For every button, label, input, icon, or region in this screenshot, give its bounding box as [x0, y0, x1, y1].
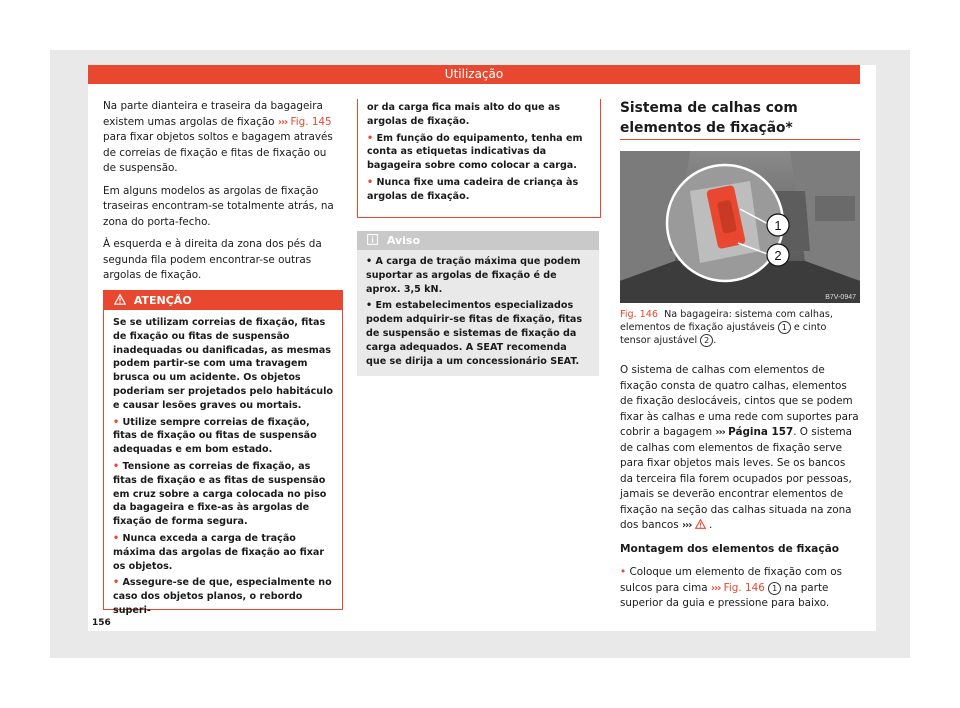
marker-1: 1	[768, 582, 781, 595]
warning-ref-icon[interactable]	[695, 519, 709, 531]
subsection-heading: Montagem dos elementos de fixação	[620, 542, 840, 555]
note-box	[357, 231, 599, 376]
section-title: Sistema de calhas com elementos de fixação*	[620, 100, 798, 136]
section-divider	[620, 139, 860, 140]
note-body	[357, 250, 599, 376]
warning-intro: Se se utilizam correias de fixação, fitas de fixação ou fitas de suspensão inadequadas ou danificadas, as mesmas podem partir-se com uma travagem brusca ou um acidente. Os objetos poderiam ser projetados pelo habitáculo e causar lesões graves ou mortais.	[113, 317, 334, 411]
warning-item: • Utilize sempre correias de fixação, fitas de fixação ou fitas de suspensão adequadas e em bom estado.	[113, 416, 317, 456]
figure-code: B7V-0947	[825, 294, 856, 301]
figure-link[interactable]: Fig. 146	[723, 581, 765, 594]
warning-item: • Nunca fixe uma cadeira de criança às argolas de fixação.	[367, 176, 579, 202]
paragraph-3: À esquerda e à direita da zona dos pés da segunda fila podem encontrar-se outras argolas de fixação.	[103, 238, 322, 281]
page-link[interactable]: Página 157	[728, 426, 794, 438]
paragraph-1: Na parte dianteira e traseira da bagageira existem umas argolas de fixação ››› Fig. 145 para fixar objetos soltos e bagagem através de correias de fixação e fitas de fixação ou de suspensão.	[103, 100, 333, 174]
page-number: 156	[92, 618, 111, 628]
callout-2: 2	[774, 248, 782, 263]
figure-caption: Fig. 146 Na bagageira: sistema com calhas, elementos de fixação ajustáveis 1 e cinto tensor ajustável 2 .	[620, 309, 833, 346]
warning-triangle-icon	[114, 294, 134, 307]
section-body	[620, 363, 860, 620]
warning-item: • Nunca exceda a carga de tração máxima das argolas de fixação ao fixar os objetos.	[113, 532, 325, 572]
callout-1: 1	[774, 218, 782, 233]
note-header: Aviso	[357, 231, 599, 250]
warning-item: • Em função do equipamento, tenha em conta as etiquetas indicativas da bagageira sobre como colocar a carga.	[367, 132, 583, 172]
info-icon	[367, 234, 387, 247]
column-1	[103, 99, 341, 291]
warning-item: • Tensione as correias de fixação, as fitas de fixação e as fitas de suspensão em cruz sobre a carga colocada no piso da bagageira e fixe-as às argolas de fixação de forma segura.	[113, 460, 327, 528]
section-paragraph: O sistema de calhas com elementos de fixação consta de quatro calhas, elementos de fixação deslocáveis, cintos que se podem fixar às calhas e uma rede com suportes para cobrir a bagagem ››› Página 157. O sistema de calhas com elementos de fixação serve para fixar objetos mais leves. Se os bancos da terceira fila forem ocupados por pessoas, jamais se deverão encontrar elementos de fixação na seção das calhas situada na zona dos bancos ››› .	[620, 364, 859, 531]
warning-box	[103, 290, 343, 616]
figure-image	[620, 151, 860, 303]
note-item: • Em estabelecimentos especializados podem adquirir-se fitas de fixação, fitas de suspensão e sistemas de fixação da carga adequados. A SEAT recomenda que se dirija a um concessionário SEAT.	[366, 300, 583, 367]
warning-item: • Assegure-se de que, especialmente no caso dos objetos planos, o rebordo superi-	[113, 577, 332, 616]
marker-1: 1	[778, 321, 791, 334]
warning-cont-body	[358, 99, 600, 213]
warning-cont-lead: or da carga fica mais alto do que as argolas de fixação.	[367, 102, 561, 127]
figure-link[interactable]: Fig. 145	[290, 115, 332, 128]
warning-box-continued	[357, 99, 601, 218]
chapter-header: Utilização	[88, 65, 860, 84]
note-item: • A carga de tração máxima que podem suportar as argolas de fixação é de aprox. 3,5 kN.	[366, 256, 581, 295]
warning-body	[104, 310, 342, 627]
paragraph-2: Em alguns modelos as argolas de fixação traseiras encontram-se totalmente atrás, na zona do porta-fecho.	[103, 184, 334, 228]
warning-header: ATENÇÃO	[104, 291, 342, 310]
trunk-rail-illustration	[620, 151, 860, 303]
marker-2: 2	[700, 334, 713, 347]
step-item: • Coloque um elemento de fixação com os sulcos para cima ››› Fig. 146 1 na parte superior da guia e pressione para baixo.	[620, 566, 843, 609]
